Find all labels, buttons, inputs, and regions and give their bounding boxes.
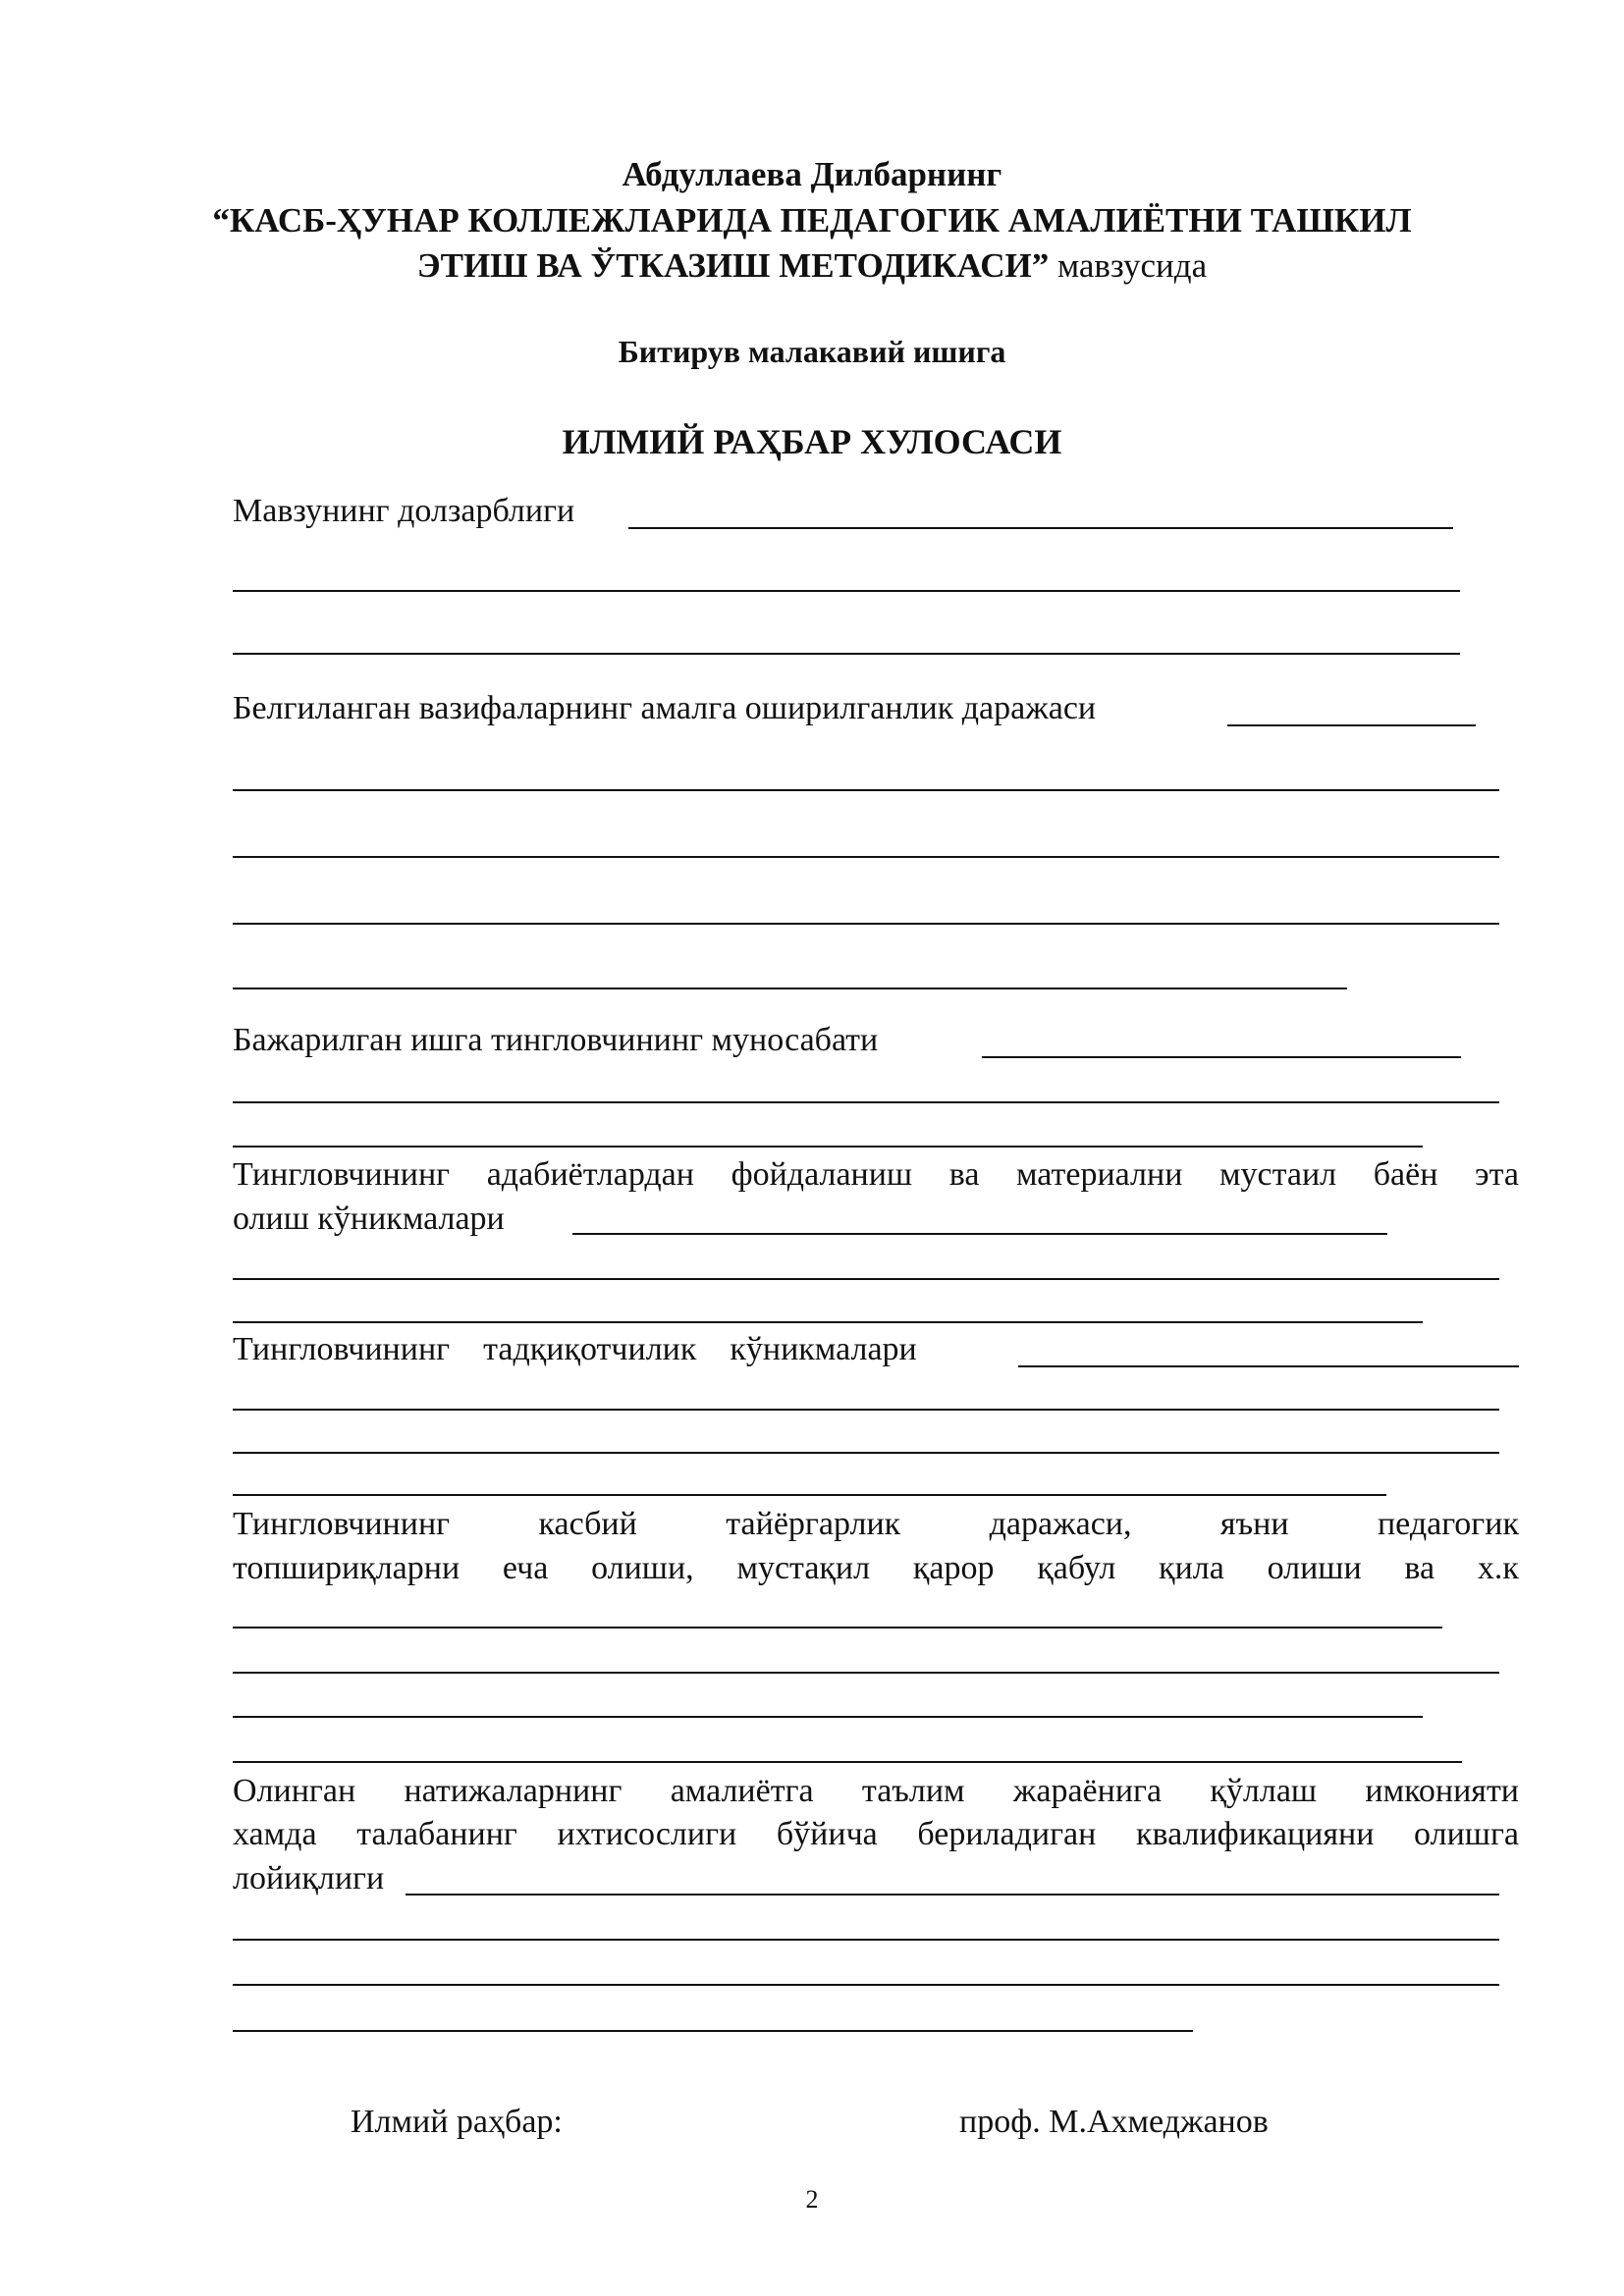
research-word: Тингловчининг: [233, 1331, 451, 1367]
supervisor-name: проф. М.Ахмеджанов: [959, 2104, 1269, 2140]
prof-word: қарор: [912, 1550, 995, 1586]
fill-line[interactable]: [233, 1278, 1499, 1280]
tasks-label: Белгиланган вазифаларнинг амалга оширилганлик даражаси: [233, 690, 1097, 726]
prof-word: топшириқларни: [233, 1550, 460, 1586]
prof-word: яъни: [1219, 1506, 1289, 1542]
fill-line[interactable]: [233, 1716, 1423, 1718]
fill-line[interactable]: [1018, 1365, 1519, 1367]
fill-line[interactable]: [572, 1233, 1387, 1235]
skills-line-2: олиш кўникмалари: [233, 1201, 505, 1237]
topic-line-1: “КАСБ-ҲУНАР КОЛЛЕЖЛАРИДА ПЕДАГОГИК АМАЛИЁТНИ ТАШКИЛ: [212, 201, 1412, 240]
fill-line[interactable]: [233, 1409, 1499, 1411]
attitude-label: Бажарилган ишга тингловчининг муносабати: [233, 1022, 879, 1058]
document-title: ИЛМИЙ РАҲБАР ХУЛОСАСИ: [562, 422, 1062, 461]
fill-line[interactable]: [233, 2030, 1193, 2032]
topic-suffix: мавзусида: [1056, 246, 1208, 285]
fill-line[interactable]: [1227, 724, 1476, 726]
prof-word: касбий: [538, 1506, 637, 1542]
prof-word: олиши,: [591, 1550, 694, 1586]
prof-word: олиши: [1267, 1550, 1362, 1586]
fill-line[interactable]: [233, 590, 1460, 592]
author-name: Абдуллаева Дилбарнинг: [622, 155, 1002, 193]
fill-line[interactable]: [233, 988, 1347, 989]
prof-word: педагогик: [1377, 1506, 1519, 1542]
fill-line[interactable]: [233, 1321, 1423, 1323]
supervisor-role: Илмий раҳбар:: [351, 2104, 563, 2140]
document-subtitle: Битирув малакавий ишига: [618, 334, 1006, 369]
prof-word: ва: [1404, 1550, 1435, 1586]
fill-line[interactable]: [233, 1452, 1499, 1454]
prof-line-2: [233, 1552, 1519, 1585]
fill-line[interactable]: [233, 1101, 1499, 1103]
prof-word: даражаси,: [989, 1506, 1132, 1542]
fill-line[interactable]: [233, 1146, 1423, 1148]
skills-line-1: Тингловчининг адабиётлардан фойдаланиш ва материални мустаил баён эта: [233, 1156, 1519, 1193]
results-line-3: лойиқлиги: [233, 1860, 385, 1896]
fill-line[interactable]: [406, 1894, 1499, 1896]
fill-line[interactable]: [233, 1672, 1499, 1674]
fill-line[interactable]: [982, 1056, 1461, 1058]
prof-word: мустақил: [736, 1550, 871, 1586]
prof-word: қила: [1159, 1550, 1224, 1586]
prof-word: тайёргарлик: [726, 1506, 901, 1542]
fill-line[interactable]: [233, 856, 1499, 858]
fill-line[interactable]: [628, 527, 1453, 529]
topic-line-2: [0, 248, 1624, 283]
prof-word: еча: [502, 1550, 549, 1586]
fill-line[interactable]: [233, 1939, 1499, 1941]
results-line-2: хамда талабанинг ихтисослиги бўйича бериладиган квалификацияни олишга: [233, 1816, 1519, 1852]
prof-word: х.к: [1477, 1550, 1519, 1586]
page-number: 2: [805, 2185, 819, 2214]
prof-word: Тингловчининг: [233, 1506, 451, 1542]
research-word: тадқиқотчилик: [483, 1331, 697, 1367]
results-line-1: Олинган натижаларнинг амалиётга таълим жараёнига қўллаш имконияти: [233, 1773, 1519, 1809]
fill-line[interactable]: [233, 1627, 1442, 1629]
fill-line[interactable]: [233, 1494, 1386, 1496]
research-line: [233, 1333, 1519, 1366]
topic-name: ЭТИШ ВА ЎТКАЗИШ МЕТОДИКАСИ”: [416, 246, 1050, 285]
prof-line-1: [233, 1508, 1519, 1541]
relevance-label: Мавзунинг долзарблиги: [233, 493, 575, 529]
prof-word: қабул: [1037, 1550, 1116, 1586]
fill-line[interactable]: [233, 653, 1460, 655]
fill-line[interactable]: [233, 789, 1499, 791]
research-word: кўникмалари: [730, 1331, 917, 1367]
fill-line[interactable]: [233, 1984, 1499, 1986]
fill-line[interactable]: [233, 1761, 1462, 1763]
fill-line[interactable]: [233, 923, 1499, 925]
